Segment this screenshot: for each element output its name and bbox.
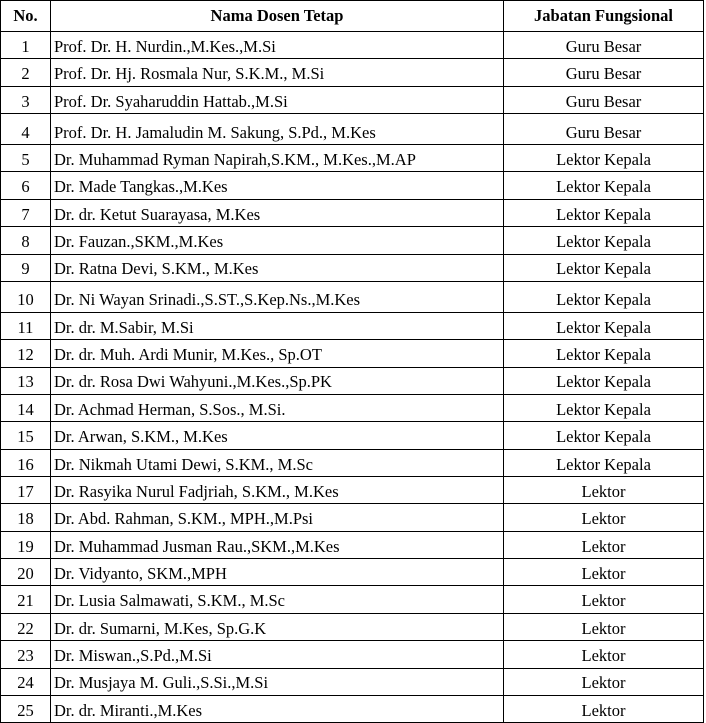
table-row (1, 281, 704, 312)
row-number: 3 (1, 86, 51, 113)
row-number: 16 (1, 449, 51, 476)
row-number: 25 (1, 695, 51, 722)
lecturer-name: Dr. Muhammad Ryman Napirah,S.KM., M.Kes.,M.AP (51, 145, 504, 172)
header-jabatan: Jabatan Fungsional (504, 1, 704, 32)
lecturer-name: Dr. Abd. Rahman, S.KM., MPH.,M.Psi (51, 504, 504, 531)
table-row (1, 422, 704, 449)
row-number: 5 (1, 145, 51, 172)
lecturer-name: Dr. dr. Sumarni, M.Kes, Sp.G.K (51, 613, 504, 640)
lecturer-name: Prof. Dr. H. Nurdin.,M.Kes.,M.Si (51, 32, 504, 59)
row-number: 7 (1, 199, 51, 226)
functional-position: Guru Besar (504, 32, 704, 59)
row-number: 6 (1, 172, 51, 199)
functional-position: Lektor (504, 613, 704, 640)
lecturer-name: Dr. Musjaya M. Guli.,S.Si.,M.Si (51, 668, 504, 695)
lecturer-name: Prof. Dr. H. Jamaludin M. Sakung, S.Pd., M.Kes (51, 114, 504, 145)
row-number: 13 (1, 367, 51, 394)
functional-position: Lektor (504, 695, 704, 722)
table-row (1, 199, 704, 226)
table-row (1, 394, 704, 421)
lecturer-name: Dr. dr. Miranti.,M.Kes (51, 695, 504, 722)
lecturer-name: Dr. dr. Muh. Ardi Munir, M.Kes., Sp.OT (51, 340, 504, 367)
row-number: 19 (1, 531, 51, 558)
table-row (1, 59, 704, 86)
functional-position: Guru Besar (504, 114, 704, 145)
table-row (1, 114, 704, 145)
row-number: 11 (1, 312, 51, 339)
lecturer-name: Dr. Muhammad Jusman Rau.,SKM.,M.Kes (51, 531, 504, 558)
functional-position: Lektor (504, 641, 704, 668)
lecturer-name: Dr. Achmad Herman, S.Sos., M.Si. (51, 394, 504, 421)
row-number: 12 (1, 340, 51, 367)
functional-position: Lektor (504, 559, 704, 586)
row-number: 21 (1, 586, 51, 613)
functional-position: Guru Besar (504, 59, 704, 86)
table-row (1, 254, 704, 281)
functional-position: Lektor Kepala (504, 340, 704, 367)
row-number: 14 (1, 394, 51, 421)
table-row (1, 613, 704, 640)
lecturer-name: Dr. Nikmah Utami Dewi, S.KM., M.Sc (51, 449, 504, 476)
row-number: 15 (1, 422, 51, 449)
table-row (1, 695, 704, 722)
lecturer-name: Dr. Rasyika Nurul Fadjriah, S.KM., M.Kes (51, 477, 504, 504)
lecturer-name: Dr. Arwan, S.KM., M.Kes (51, 422, 504, 449)
table-row (1, 32, 704, 59)
row-number: 22 (1, 613, 51, 640)
header-name: Nama Dosen Tetap (51, 1, 504, 32)
functional-position: Lektor Kepala (504, 254, 704, 281)
table-row (1, 449, 704, 476)
lecturer-name: Dr. Made Tangkas.,M.Kes (51, 172, 504, 199)
lecturer-name: Dr. Ratna Devi, S.KM., M.Kes (51, 254, 504, 281)
lecturer-name: Dr. Lusia Salmawati, S.KM., M.Sc (51, 586, 504, 613)
row-number: 1 (1, 32, 51, 59)
table-row (1, 668, 704, 695)
functional-position: Lektor Kepala (504, 199, 704, 226)
table-row (1, 145, 704, 172)
functional-position: Lektor (504, 668, 704, 695)
row-number: 2 (1, 59, 51, 86)
row-number: 24 (1, 668, 51, 695)
functional-position: Lektor (504, 504, 704, 531)
row-number: 23 (1, 641, 51, 668)
row-number: 10 (1, 281, 51, 312)
table-row (1, 586, 704, 613)
lecturer-name: Dr. Ni Wayan Srinadi.,S.ST.,S.Kep.Ns.,M.Kes (51, 281, 504, 312)
table-row (1, 559, 704, 586)
functional-position: Lektor Kepala (504, 367, 704, 394)
functional-position: Lektor Kepala (504, 227, 704, 254)
table-row (1, 227, 704, 254)
lecturer-name: Dr. Vidyanto, SKM.,MPH (51, 559, 504, 586)
row-number: 20 (1, 559, 51, 586)
table-header-row (1, 1, 704, 32)
functional-position: Lektor Kepala (504, 422, 704, 449)
table-row (1, 531, 704, 558)
header-no: No. (1, 1, 51, 32)
table-row (1, 312, 704, 339)
functional-position: Lektor Kepala (504, 449, 704, 476)
lecturer-name: Dr. Fauzan.,SKM.,M.Kes (51, 227, 504, 254)
table-body (1, 32, 704, 723)
row-number: 8 (1, 227, 51, 254)
table-row (1, 477, 704, 504)
functional-position: Lektor (504, 586, 704, 613)
lecturer-name: Dr. dr. M.Sabir, M.Si (51, 312, 504, 339)
table-row (1, 86, 704, 113)
lecturer-name: Prof. Dr. Syaharuddin Hattab.,M.Si (51, 86, 504, 113)
table-row (1, 641, 704, 668)
functional-position: Lektor (504, 477, 704, 504)
functional-position: Lektor Kepala (504, 281, 704, 312)
row-number: 4 (1, 114, 51, 145)
functional-position: Lektor Kepala (504, 394, 704, 421)
functional-position: Lektor Kepala (504, 312, 704, 339)
functional-position: Lektor Kepala (504, 145, 704, 172)
row-number: 9 (1, 254, 51, 281)
table-row (1, 172, 704, 199)
table-row (1, 367, 704, 394)
functional-position: Guru Besar (504, 86, 704, 113)
lecturer-name: Dr. dr. Rosa Dwi Wahyuni.,M.Kes.,Sp.PK (51, 367, 504, 394)
row-number: 17 (1, 477, 51, 504)
lecturer-name: Dr. Miswan.,S.Pd.,M.Si (51, 641, 504, 668)
lecturer-name: Dr. dr. Ketut Suarayasa, M.Kes (51, 199, 504, 226)
row-number: 18 (1, 504, 51, 531)
functional-position: Lektor (504, 531, 704, 558)
functional-position: Lektor Kepala (504, 172, 704, 199)
lecturer-name: Prof. Dr. Hj. Rosmala Nur, S.K.M., M.Si (51, 59, 504, 86)
table-row (1, 340, 704, 367)
table-row (1, 504, 704, 531)
